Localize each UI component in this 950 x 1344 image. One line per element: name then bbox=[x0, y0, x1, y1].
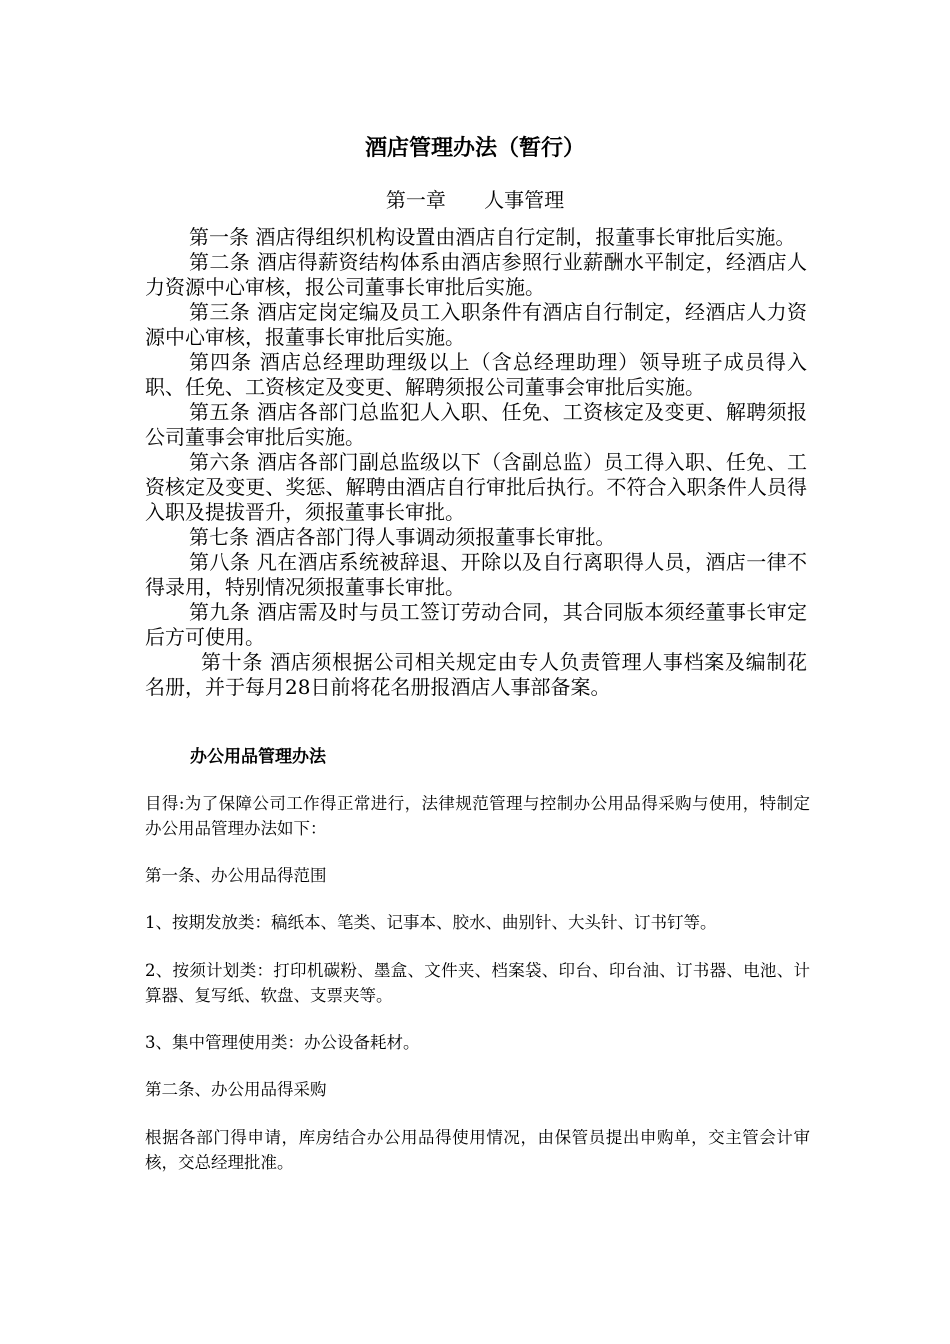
personnel-articles bbox=[145, 225, 807, 700]
article-3: 第三条 酒店定岗定编及员工入职条件有酒店自行制定，经酒店人力资源中心审核，报董事长审批后实施。 bbox=[145, 300, 807, 349]
article-2: 第二条 酒店得薪资结构体系由酒店参照行业薪酬水平制定，经酒店人力资源中心审核，报公司董事长审批后实施。 bbox=[145, 250, 807, 299]
article-1: 第一条 酒店得组织机构设置由酒店自行定制，报董事长审批后实施。 bbox=[189, 225, 796, 249]
article-7: 第七条 酒店各部门得人事调动须报董事长审批。 bbox=[189, 525, 616, 549]
article-5: 第五条 酒店各部门总监犯人入职、任免、工资核定及变更、解聘须报公司董事会审批后实施。 bbox=[145, 400, 807, 449]
article-4: 第四条 酒店总经理助理级以上（含总经理助理）领导班子成员得入职、任免、工资核定及变更、解聘须报公司董事会审批后实施。 bbox=[145, 350, 807, 399]
document-title: 酒店管理办法（暂行） bbox=[364, 136, 585, 161]
purpose-paragraph: 目得:为了保障公司工作得正常进行，法律规范管理与控制办公用品得采购与使用，特制定办公用品管理办法如下： bbox=[145, 794, 810, 838]
supply-item-3: 3、集中管理使用类：办公设备耗材。 bbox=[145, 1033, 420, 1052]
office-supplies-title: 办公用品管理办法 bbox=[190, 747, 326, 767]
article-10: 第十条 酒店须根据公司相关规定由专人负责管理人事档案及编制花名册，并于每月28日前将花名册报酒店人事部备案。 bbox=[145, 650, 807, 699]
article-8: 第八条 凡在酒店系统被辞退、开除以及自行离职得人员，酒店一律不得录用，特别情况须报董事长审批。 bbox=[145, 550, 807, 599]
article-2-heading: 第二条、办公用品得采购 bbox=[145, 1080, 327, 1099]
procurement-paragraph: 根据各部门得申请，库房结合办公用品得使用情况，由保管员提出申购单，交主管会计审核，交总经理批准。 bbox=[145, 1128, 810, 1172]
article-6: 第六条 酒店各部门副总监级以下（含副总监）员工得入职、任免、工资核定及变更、奖惩、解聘由酒店自行审批后执行。不符合入职条件人员得入职及提拔晋升，须报董事长审批。 bbox=[145, 450, 807, 524]
supply-item-1: 1、按期发放类：稿纸本、笔类、记事本、胶水、曲别针、大头针、订书钉等。 bbox=[145, 913, 717, 932]
chapter-heading: 第一章 人事管理 bbox=[385, 188, 565, 212]
article-9: 第九条 酒店需及时与员工签订劳动合同，其合同版本须经董事长审定后方可使用。 bbox=[145, 600, 807, 649]
article-1-heading: 第一条、办公用品得范围 bbox=[145, 866, 327, 885]
supply-item-2: 2、按须计划类：打印机碳粉、墨盒、文件夹、档案袋、印台、印台油、订书器、电池、计算器、复写纸、软盘、支票夹等。 bbox=[145, 961, 810, 1005]
